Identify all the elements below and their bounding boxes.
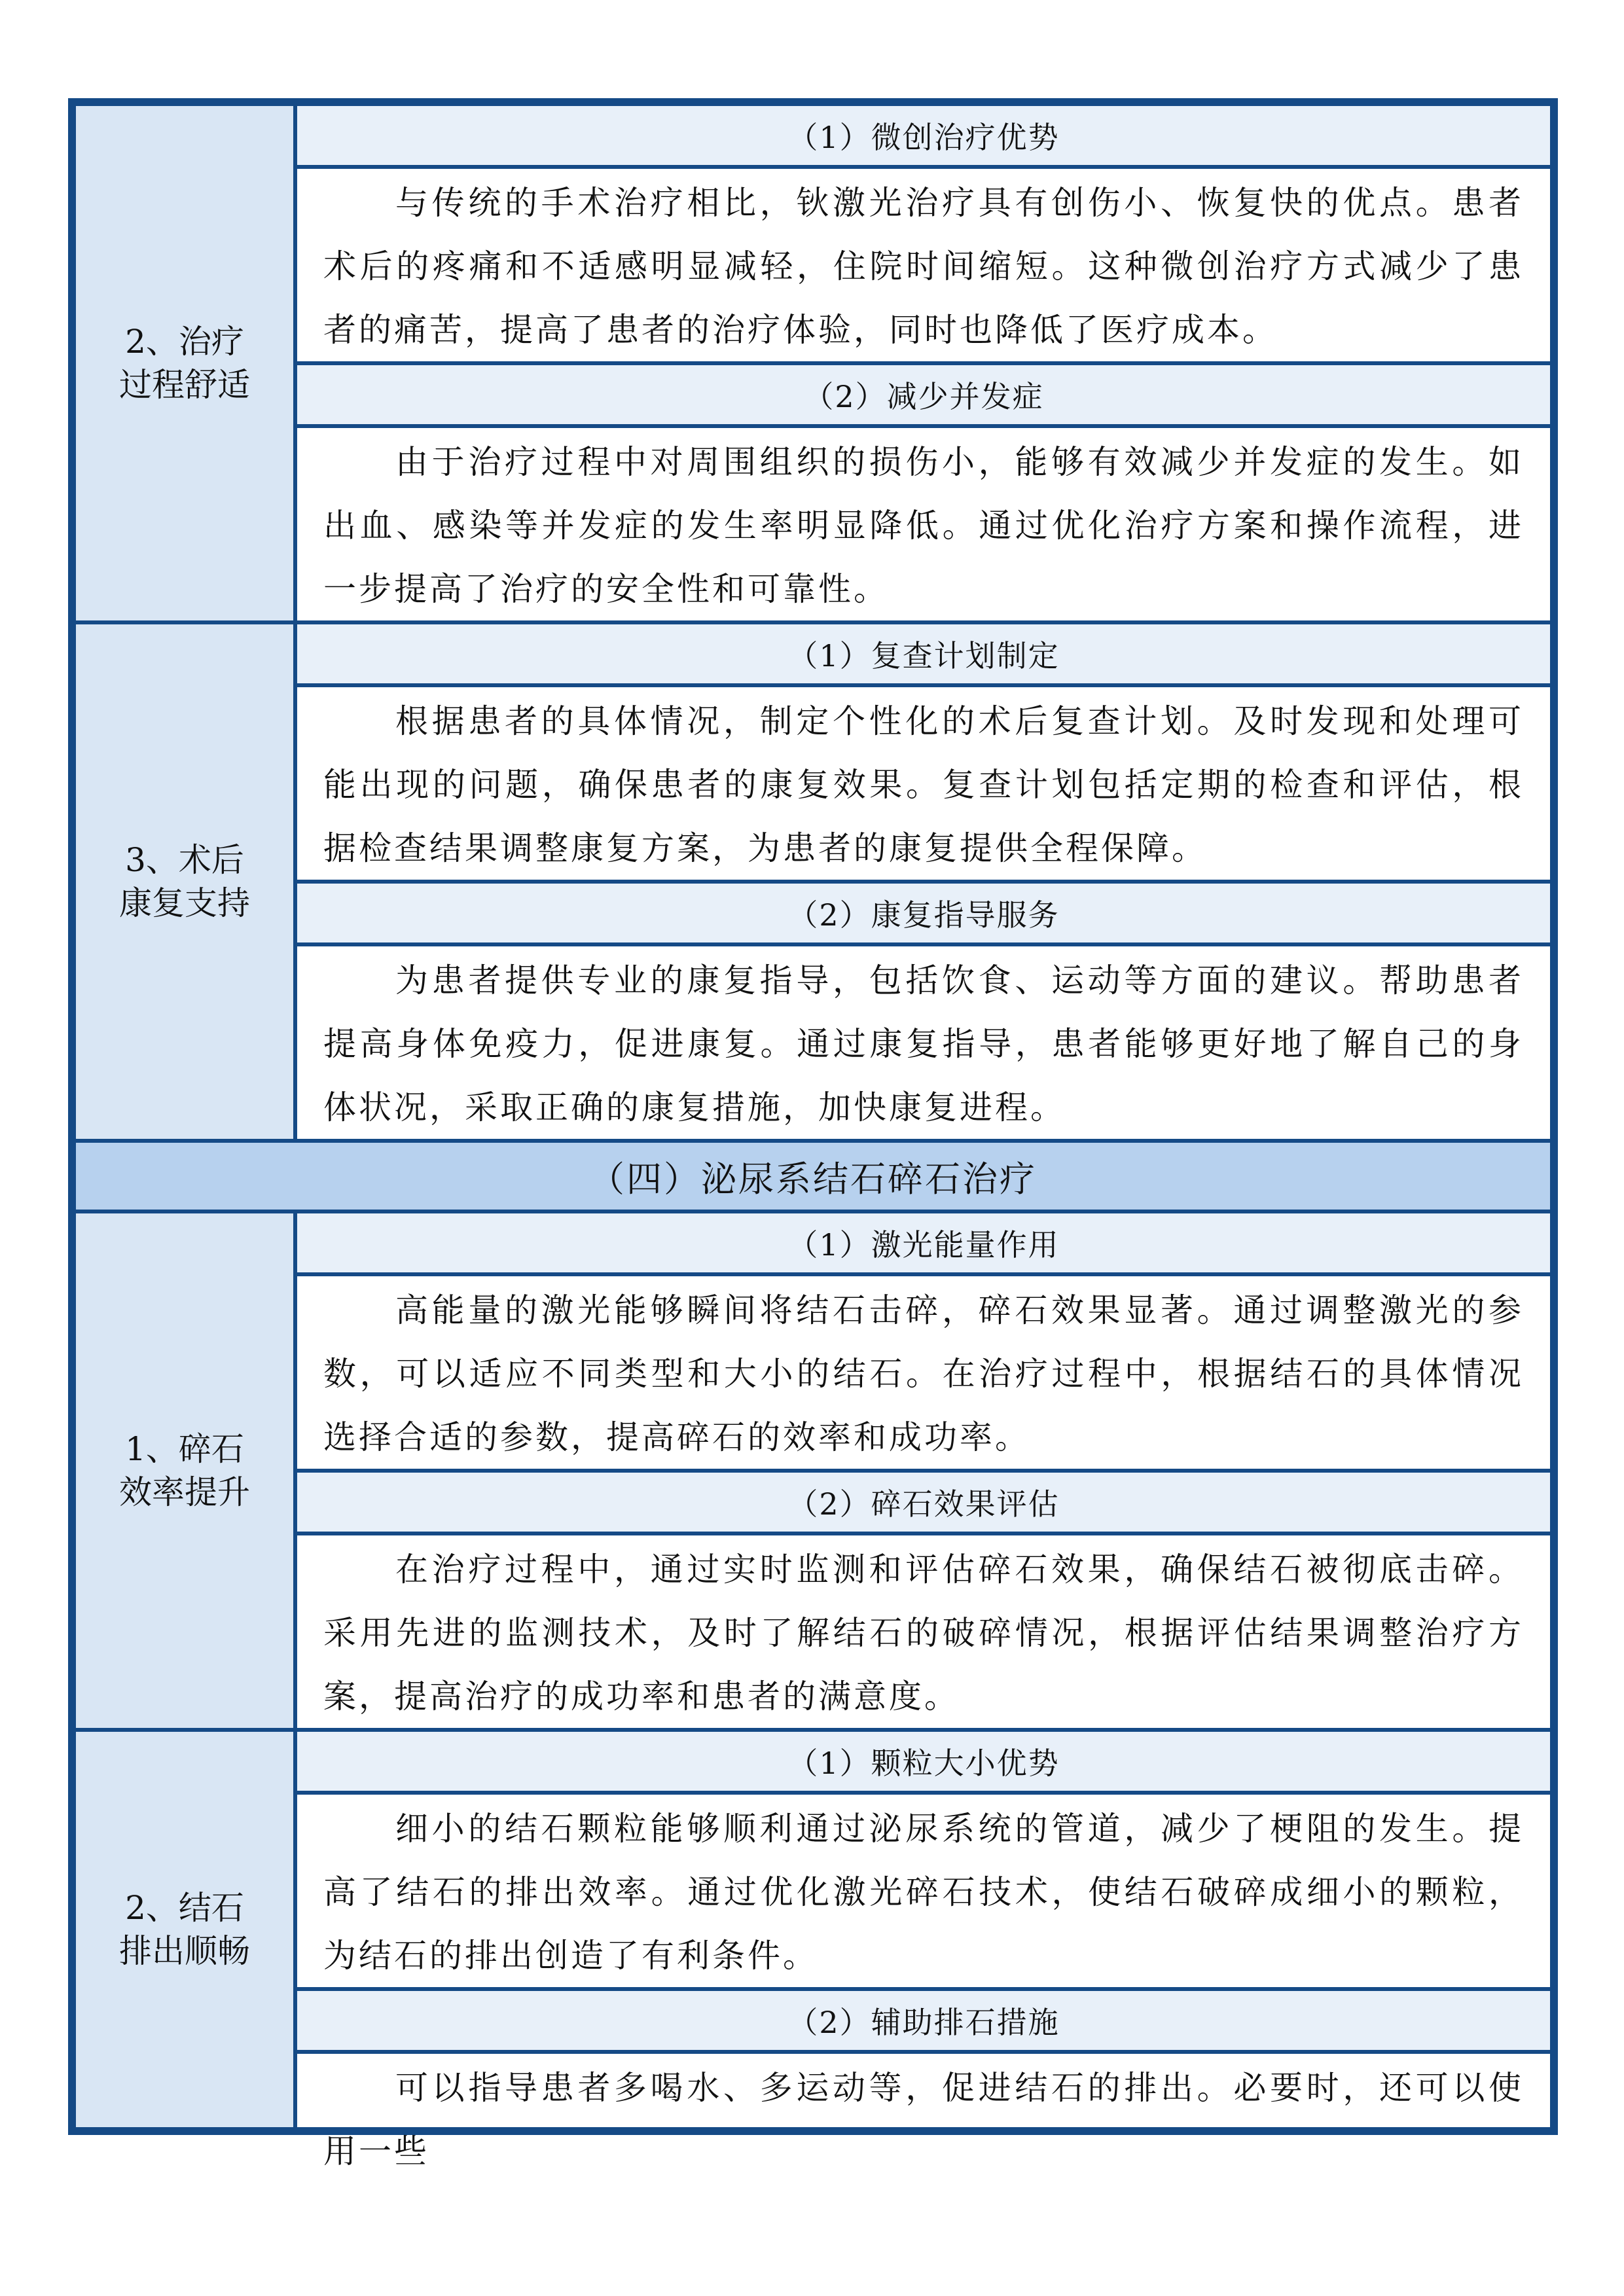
table-group xyxy=(76,1210,1550,1728)
subheading: （1）激光能量作用 xyxy=(297,1213,1550,1272)
row-content xyxy=(297,624,1550,1139)
subheading: （2）碎石效果评估 xyxy=(297,1469,1550,1532)
table-group xyxy=(76,620,1550,1139)
paragraph: 高能量的激光能够瞬间将结石击碎，碎石效果显著。通过调整激光的参数，可以适应不同类型和大小的结石。在治疗过程中，根据结石的具体情况选择合适的参数，提高碎石的效率和成功率。 xyxy=(297,1272,1550,1469)
row-content xyxy=(297,106,1550,620)
subheading: （1）微创治疗优势 xyxy=(297,106,1550,165)
subheading: （2）康复指导服务 xyxy=(297,880,1550,942)
row-content xyxy=(297,1732,1550,2170)
subheading: （2）辅助排石措施 xyxy=(297,1987,1550,2050)
subheading: （2）减少并发症 xyxy=(297,361,1550,424)
row-label-text: 2、结石排出顺畅 xyxy=(119,1889,250,1970)
paragraph: 可以指导患者多喝水、多运动等，促进结石的排出。必要时，还可以使用一些 xyxy=(297,2050,1550,2127)
row-label-text: 2、治疗过程舒适 xyxy=(119,323,250,404)
section-header: （四）泌尿系结石碎石治疗 xyxy=(76,1139,1550,1210)
table-group xyxy=(76,106,1550,620)
row-label-text: 1、碎石效率提升 xyxy=(119,1430,250,1511)
row-label-text: 3、术后康复支持 xyxy=(119,841,250,922)
row-label xyxy=(76,624,297,1139)
paragraph: 为患者提供专业的康复指导，包括饮食、运动等方面的建议。帮助患者提高身体免疫力，促进康复。通过康复指导，患者能够更好地了解自己的身体状况，采取正确的康复措施，加快康复进程。 xyxy=(297,942,1550,1139)
table-group xyxy=(76,1728,1550,2170)
paragraph: 细小的结石颗粒能够顺利通过泌尿系统的管道，减少了梗阻的发生。提高了结石的排出效率。通过优化激光碎石技术，使结石破碎成细小的颗粒，为结石的排出创造了有利条件。 xyxy=(297,1791,1550,1987)
content-table xyxy=(68,98,1558,2170)
subheading: （1）颗粒大小优势 xyxy=(297,1732,1550,1791)
row-content xyxy=(297,1213,1550,1728)
row-label xyxy=(76,106,297,620)
paragraph: 与传统的手术治疗相比，钬激光治疗具有创伤小、恢复快的优点。患者术后的疼痛和不适感明显减轻，住院时间缩短。这种微创治疗方式减少了患者的痛苦，提高了患者的治疗体验，同时也降低了医疗成本。 xyxy=(297,165,1550,361)
paragraph: 在治疗过程中，通过实时监测和评估碎石效果，确保结石被彻底击碎。采用先进的监测技术，及时了解结石的破碎情况，根据评估结果调整治疗方案，提高治疗的成功率和患者的满意度。 xyxy=(297,1532,1550,1728)
row-label xyxy=(76,1732,297,2127)
paragraph: 由于治疗过程中对周围组织的损伤小，能够有效减少并发症的发生。如出血、感染等并发症的发生率明显降低。通过优化治疗方案和操作流程，进一步提高了治疗的安全性和可靠性。 xyxy=(297,424,1550,620)
paragraph: 根据患者的具体情况，制定个性化的术后复查计划。及时发现和处理可能出现的问题，确保患者的康复效果。复查计划包括定期的检查和评估，根据检查结果调整康复方案，为患者的康复提供全程保障。 xyxy=(297,683,1550,880)
row-label xyxy=(76,1213,297,1728)
subheading: （1）复查计划制定 xyxy=(297,624,1550,683)
